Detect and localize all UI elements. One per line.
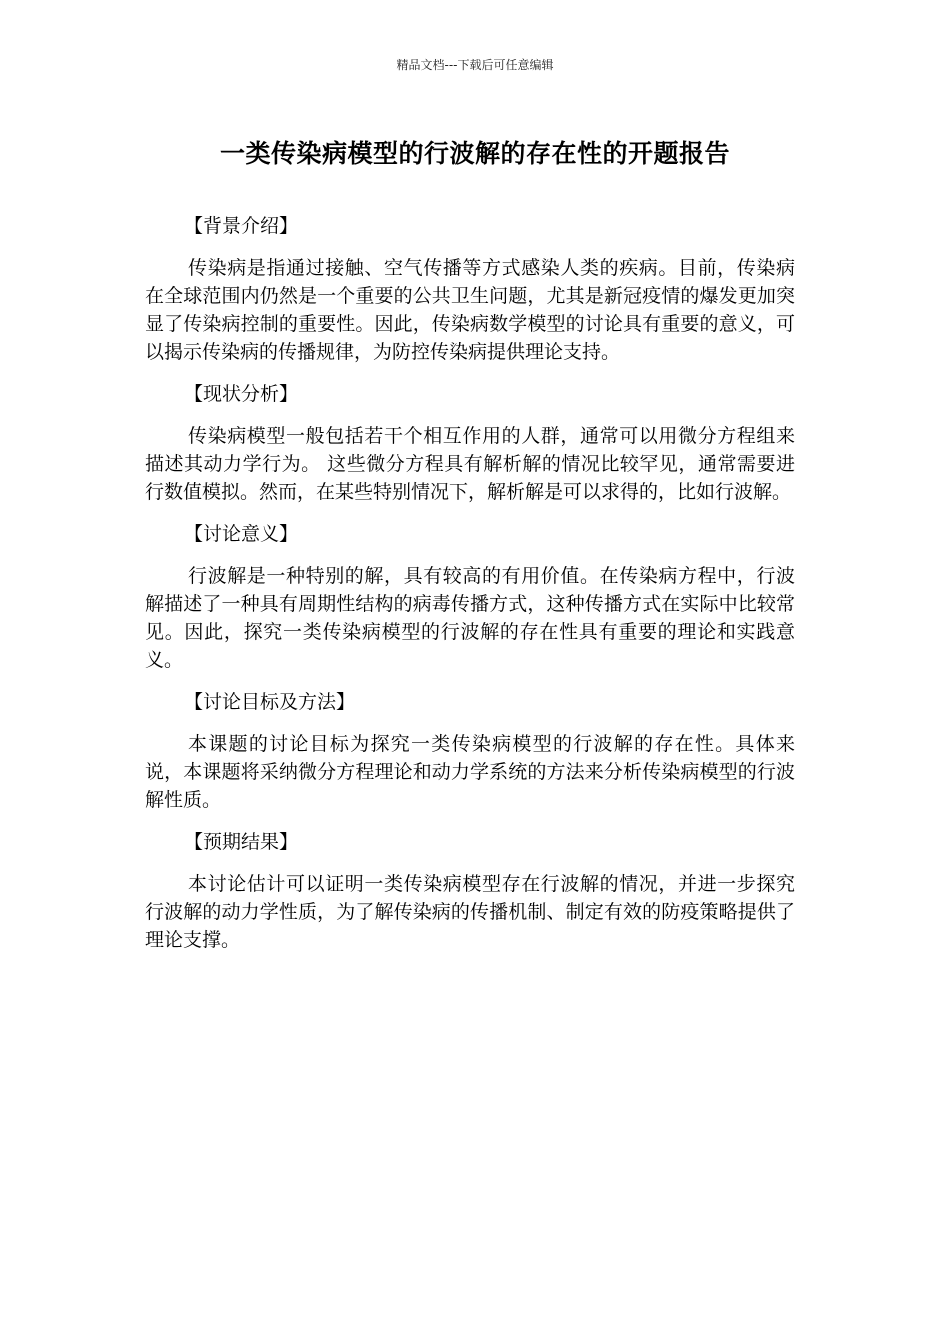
document-body	[145, 212, 795, 968]
section-heading: 【讨论意义】	[184, 523, 299, 545]
section-paragraph: 传染病模型一般包括若干个相互作用的人群，通常可以用微分方程组来描述其动力学行为。 这些微分方程具有解析解的情况比较罕见，通常需要进行数值模拟。然而，在某些特别情况下，解析解是可以求得的，比如行波解。	[145, 425, 795, 503]
section-heading: 【预期结果】	[184, 831, 299, 853]
section-heading: 【讨论目标及方法】	[184, 691, 356, 713]
section-background	[145, 212, 795, 366]
document-title: 一类传染病模型的行波解的存在性的开题报告	[219, 139, 730, 168]
page-header: 精品文档---下载后可任意编辑	[396, 58, 554, 72]
section-paragraph: 本讨论估计可以证明一类传染病模型存在行波解的情况，并进一步探究行波解的动力学性质，为了解传染病的传播机制、制定有效的防疫策略提供了理论支撑。	[145, 873, 795, 951]
section-expected-results	[145, 828, 795, 954]
section-paragraph: 本课题的讨论目标为探究一类传染病模型的行波解的存在性。具体来说，本课题将采纳微分方程理论和动力学系统的方法来分析传染病模型的行波解性质。	[145, 733, 795, 811]
section-heading: 【背景介绍】	[184, 215, 299, 237]
section-goals-methods	[145, 688, 795, 814]
section-status-analysis	[145, 380, 795, 506]
section-paragraph: 传染病是指通过接触、空气传播等方式感染人类的疾病。目前，传染病在全球范围内仍然是一个重要的公共卫生问题，尤其是新冠疫情的爆发更加突显了传染病控制的重要性。因此，传染病数学模型的讨论具有重要的意义，可以揭示传染病的传播规律，为防控传染病提供理论支持。	[145, 257, 795, 363]
section-paragraph: 行波解是一种特别的解，具有较高的有用价值。在传染病方程中，行波解描述了一种具有周期性结构的病毒传播方式，这种传播方式在实际中比较常见。因此，探究一类传染病模型的行波解的存在性具有重要的理论和实践意义。	[145, 565, 795, 671]
section-significance	[145, 520, 795, 674]
section-heading: 【现状分析】	[184, 383, 299, 405]
